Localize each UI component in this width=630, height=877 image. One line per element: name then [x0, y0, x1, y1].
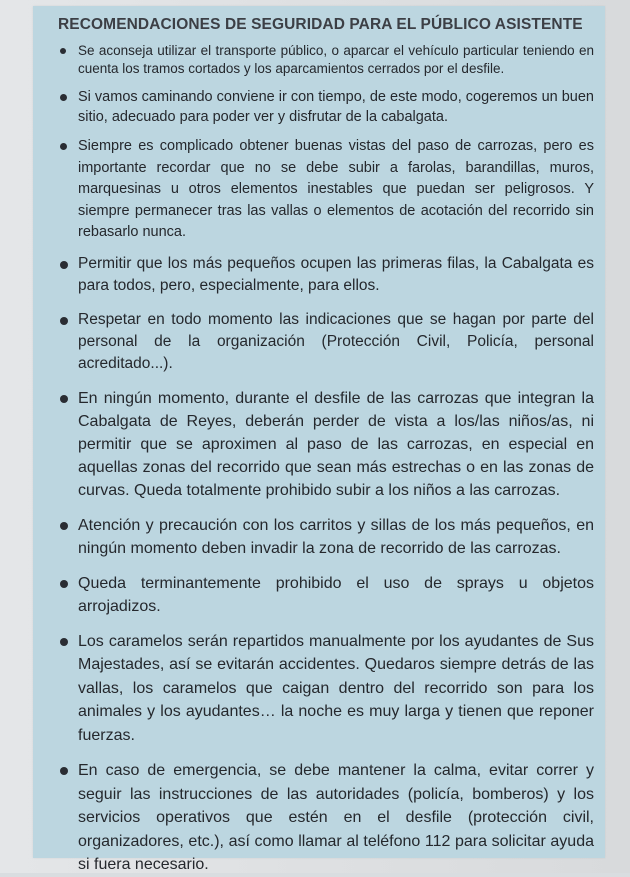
list-item — [56, 387, 594, 502]
list-item — [56, 630, 594, 748]
list-item — [56, 136, 594, 244]
list-item — [56, 309, 594, 375]
bullet-icon — [60, 143, 67, 150]
list-item-text: Siempre es complicado obtener buenas vistas del paso de carrozas, pero es importante recordar que no se debe subir a farolas, barandillas, muros, marquesinas u otros elementos inestables que puedan ser peligrosos. Y siempre permanecer tras las vallas o elementos de acotación del recorrido sin rebasarlo nunca. — [78, 138, 594, 240]
list-item — [56, 572, 594, 618]
list-item — [56, 42, 594, 78]
list-item-text: Queda terminantemente prohibido el uso de sprays u objetos arrojadizos. — [78, 574, 594, 615]
list-item-text: Permitir que los más pequeños ocupen las primeras filas, la Cabalgata es para todos, pero, especialmente, para ellos. — [78, 254, 594, 294]
bullet-icon — [60, 638, 68, 646]
bullet-icon — [60, 317, 68, 325]
list-item — [56, 87, 594, 127]
list-item — [56, 759, 594, 877]
list-item-text: En caso de emergencia, se debe mantener la calma, evitar correr y seguir las instrucciones de las autoridades (policía, bomberos) y los servicios operativos que estén en el desfile (protección civil, organizadores, etc.), así como llamar al teléfono 112 para solicitar ayuda si fuera necesario. — [78, 762, 594, 873]
bullet-icon — [60, 48, 66, 54]
bullet-icon — [60, 261, 68, 269]
list-item-text: Atención y precaución con los carritos y sillas de los más pequeños, en ningún momento deben invadir la zona de recorrido de las carrozas. — [78, 516, 594, 557]
list-item-text: Respetar en todo momento las indicaciones que se hagan por parte del personal de la organización (Protección Civil, Policía, personal acreditado...). — [78, 310, 594, 372]
list-item-text: Se aconseja utilizar el transporte público, o aparcar el vehículo particular teniendo en cuenta los tramos cortados y los aparcamientos cerrados por el desfile. — [78, 43, 594, 76]
page-title: RECOMENDACIONES DE SEGURIDAD PARA EL PÚBLICO ASISTENTE — [58, 16, 583, 33]
list-item — [56, 253, 594, 297]
bullet-icon — [60, 767, 68, 775]
list-item — [56, 514, 594, 560]
bullet-icon — [60, 522, 68, 530]
bullet-icon — [60, 580, 68, 588]
bullet-icon — [60, 395, 68, 403]
bullet-icon — [60, 94, 67, 101]
recommendations-list — [56, 42, 594, 877]
list-item-text: Los caramelos serán repartidos manualmente por los ayudantes de Sus Majestades, así se evitarán accidentes. Quedaros siempre detrás de las vallas, los caramelos que caigan dentro del recorrido son para los animales y los ayudantes… la noche es muy larga y tienen que reponer fuerzas. — [78, 632, 594, 744]
list-item-text: En ningún momento, durante el desfile de las carrozas que integran la Cabalgata de Reyes, deberán perder de vista a los/las niños/as, ni permitir que se aproximen al paso de las carrozas, en especial en aquellas zonas del recorrido que sean más estrechas o en las zonas de curvas. Queda totalmente prohibido subir a los niños a las carrozas. — [78, 389, 594, 499]
list-item-text: Si vamos caminando conviene ir con tiempo, de este modo, cogeremos un buen sitio, adecuado para poder ver y disfrutar de la cabalgata. — [78, 89, 594, 125]
